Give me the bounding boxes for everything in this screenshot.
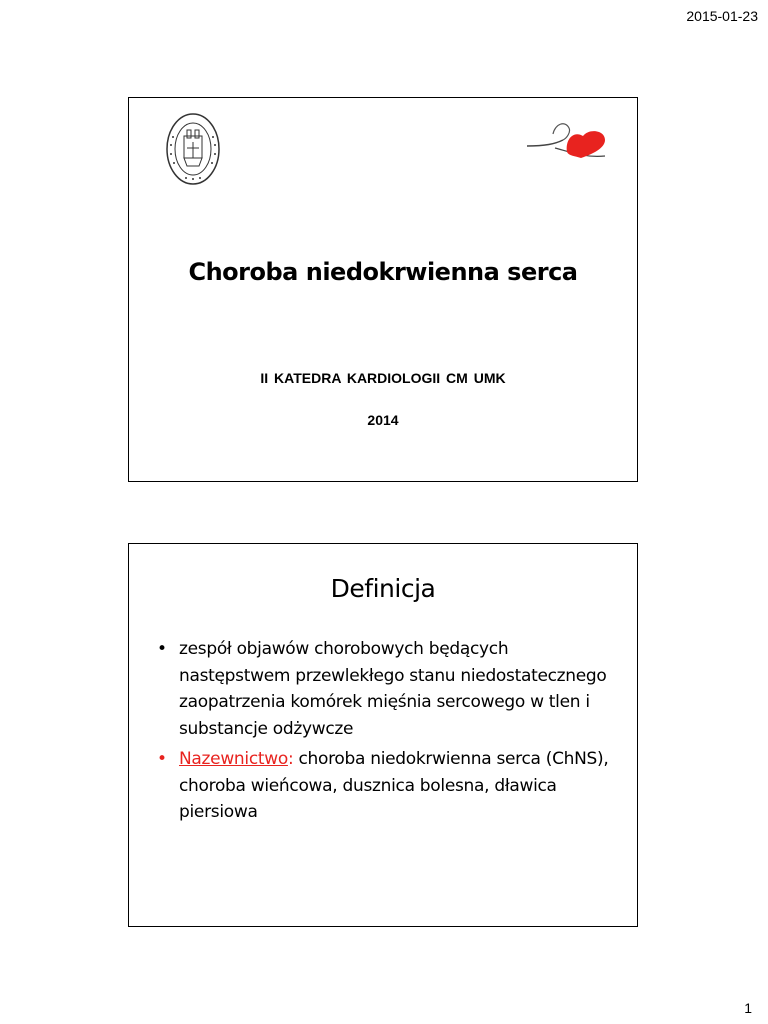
collegium-medicum-seal-icon xyxy=(165,112,221,186)
slide-title xyxy=(128,97,638,482)
slide-title-text: Choroba niedokrwienna serca xyxy=(188,258,578,286)
bullet-text: choroba niedokrwienna serca (ChNS), choroba wieńcowa, dusznica bolesna, dławica piersiowa xyxy=(179,749,609,822)
slide-heading: Definicja xyxy=(330,574,436,603)
document-date: 2015-01-23 xyxy=(686,8,758,24)
bullet-text: zespół objawów chorobowych będących następstwem przewlekłego stanu niedostatecznego zaopatrzenia komórek mięśnia sercowego w tlen i substancje odżywcze xyxy=(179,639,607,739)
red-heart-logo-icon xyxy=(525,118,611,164)
page-number: 1 xyxy=(744,1000,752,1016)
department-name: II KATEDRA KARDIOLOGII CM UMK xyxy=(260,370,506,386)
nomenclature-colon: : xyxy=(287,749,294,769)
bullet-item-definition xyxy=(155,636,617,742)
bullet-item-nomenclature xyxy=(155,746,617,826)
bullet-marker: • xyxy=(157,639,167,659)
bullet-marker: • xyxy=(157,749,167,769)
bullet-list xyxy=(155,636,617,830)
year-label: 2014 xyxy=(367,412,399,428)
nomenclature-label: Nazewnictwo xyxy=(179,749,288,769)
slide-definition xyxy=(128,543,638,927)
